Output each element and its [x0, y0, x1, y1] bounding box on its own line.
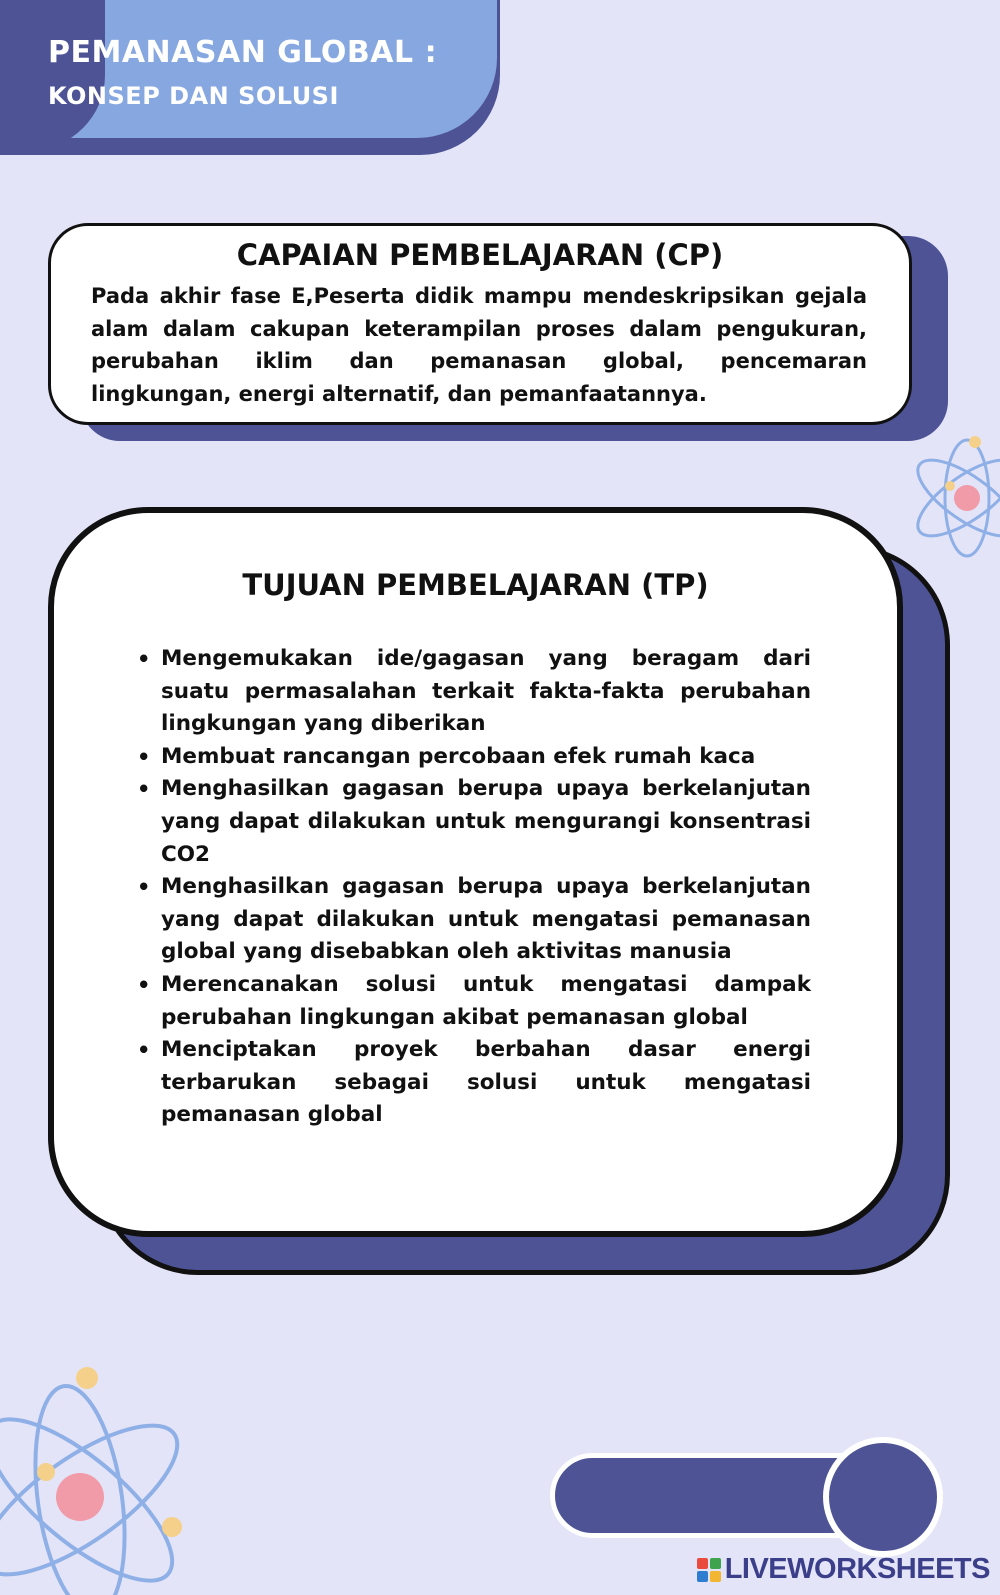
page-subtitle: KONSEP DAN SOLUSI — [48, 82, 339, 110]
list-item: • Membuat rancangan percobaan efek rumah kaca — [161, 741, 811, 774]
list-item: • Menghasilkan gagasan berupa upaya berkelanjutan yang dapat dilakukan untuk mengatasi pemanasan global yang disebabkan oleh aktivitas manusia — [161, 871, 811, 969]
bullet: • — [137, 777, 151, 802]
liveworksheets-logo — [697, 1553, 990, 1586]
list-item: • Menciptakan proyek berbahan dasar energi terbarukan sebagai solusi untuk mengatasi pemanasan global — [161, 1034, 811, 1132]
next-button-knob[interactable] — [823, 1437, 943, 1557]
tp-card — [48, 507, 903, 1237]
list-item: • Mengemukakan ide/gagasan yang beragam dari suatu permasalahan terkait fakta-fakta perubahan lingkungan yang diberikan — [161, 643, 811, 741]
cp-card — [48, 223, 912, 425]
list-item: • Menghasilkan gagasan berupa upaya berkelanjutan yang dapat dilakukan untuk mengurangi konsentrasi CO2 — [161, 773, 811, 871]
atom-icon — [0, 1360, 215, 1595]
tp-title: TUJUAN PEMBELAJARAN (TP) — [242, 568, 709, 602]
list-item: • Merencanakan solusi untuk mengatasi dampak perubahan lingkungan akibat pemanasan global — [161, 969, 811, 1034]
bullet: • — [137, 972, 151, 997]
logo-text: LIVEWORKSHEETS — [724, 1553, 990, 1585]
liveworksheets-logo-icon — [697, 1558, 721, 1582]
bullet: • — [137, 1038, 151, 1063]
page-title: PEMANASAN GLOBAL : — [48, 35, 438, 70]
bullet: • — [137, 647, 151, 671]
atom-icon — [905, 430, 1000, 570]
bullet: • — [137, 875, 151, 900]
tp-list — [137, 643, 811, 1132]
cp-title: CAPAIAN PEMBELAJARAN (CP) — [236, 238, 724, 272]
bullet: • — [137, 744, 151, 769]
cp-text: Pada akhir fase E,Peserta didik mampu mendeskripsikan gejala alam dalam cakupan keterampilan proses dalam pengukuran, perubahan iklim dan pemanasan global, pencemaran lingkungan, energi alternatif, dan pemanfaatannya. — [91, 284, 867, 406]
